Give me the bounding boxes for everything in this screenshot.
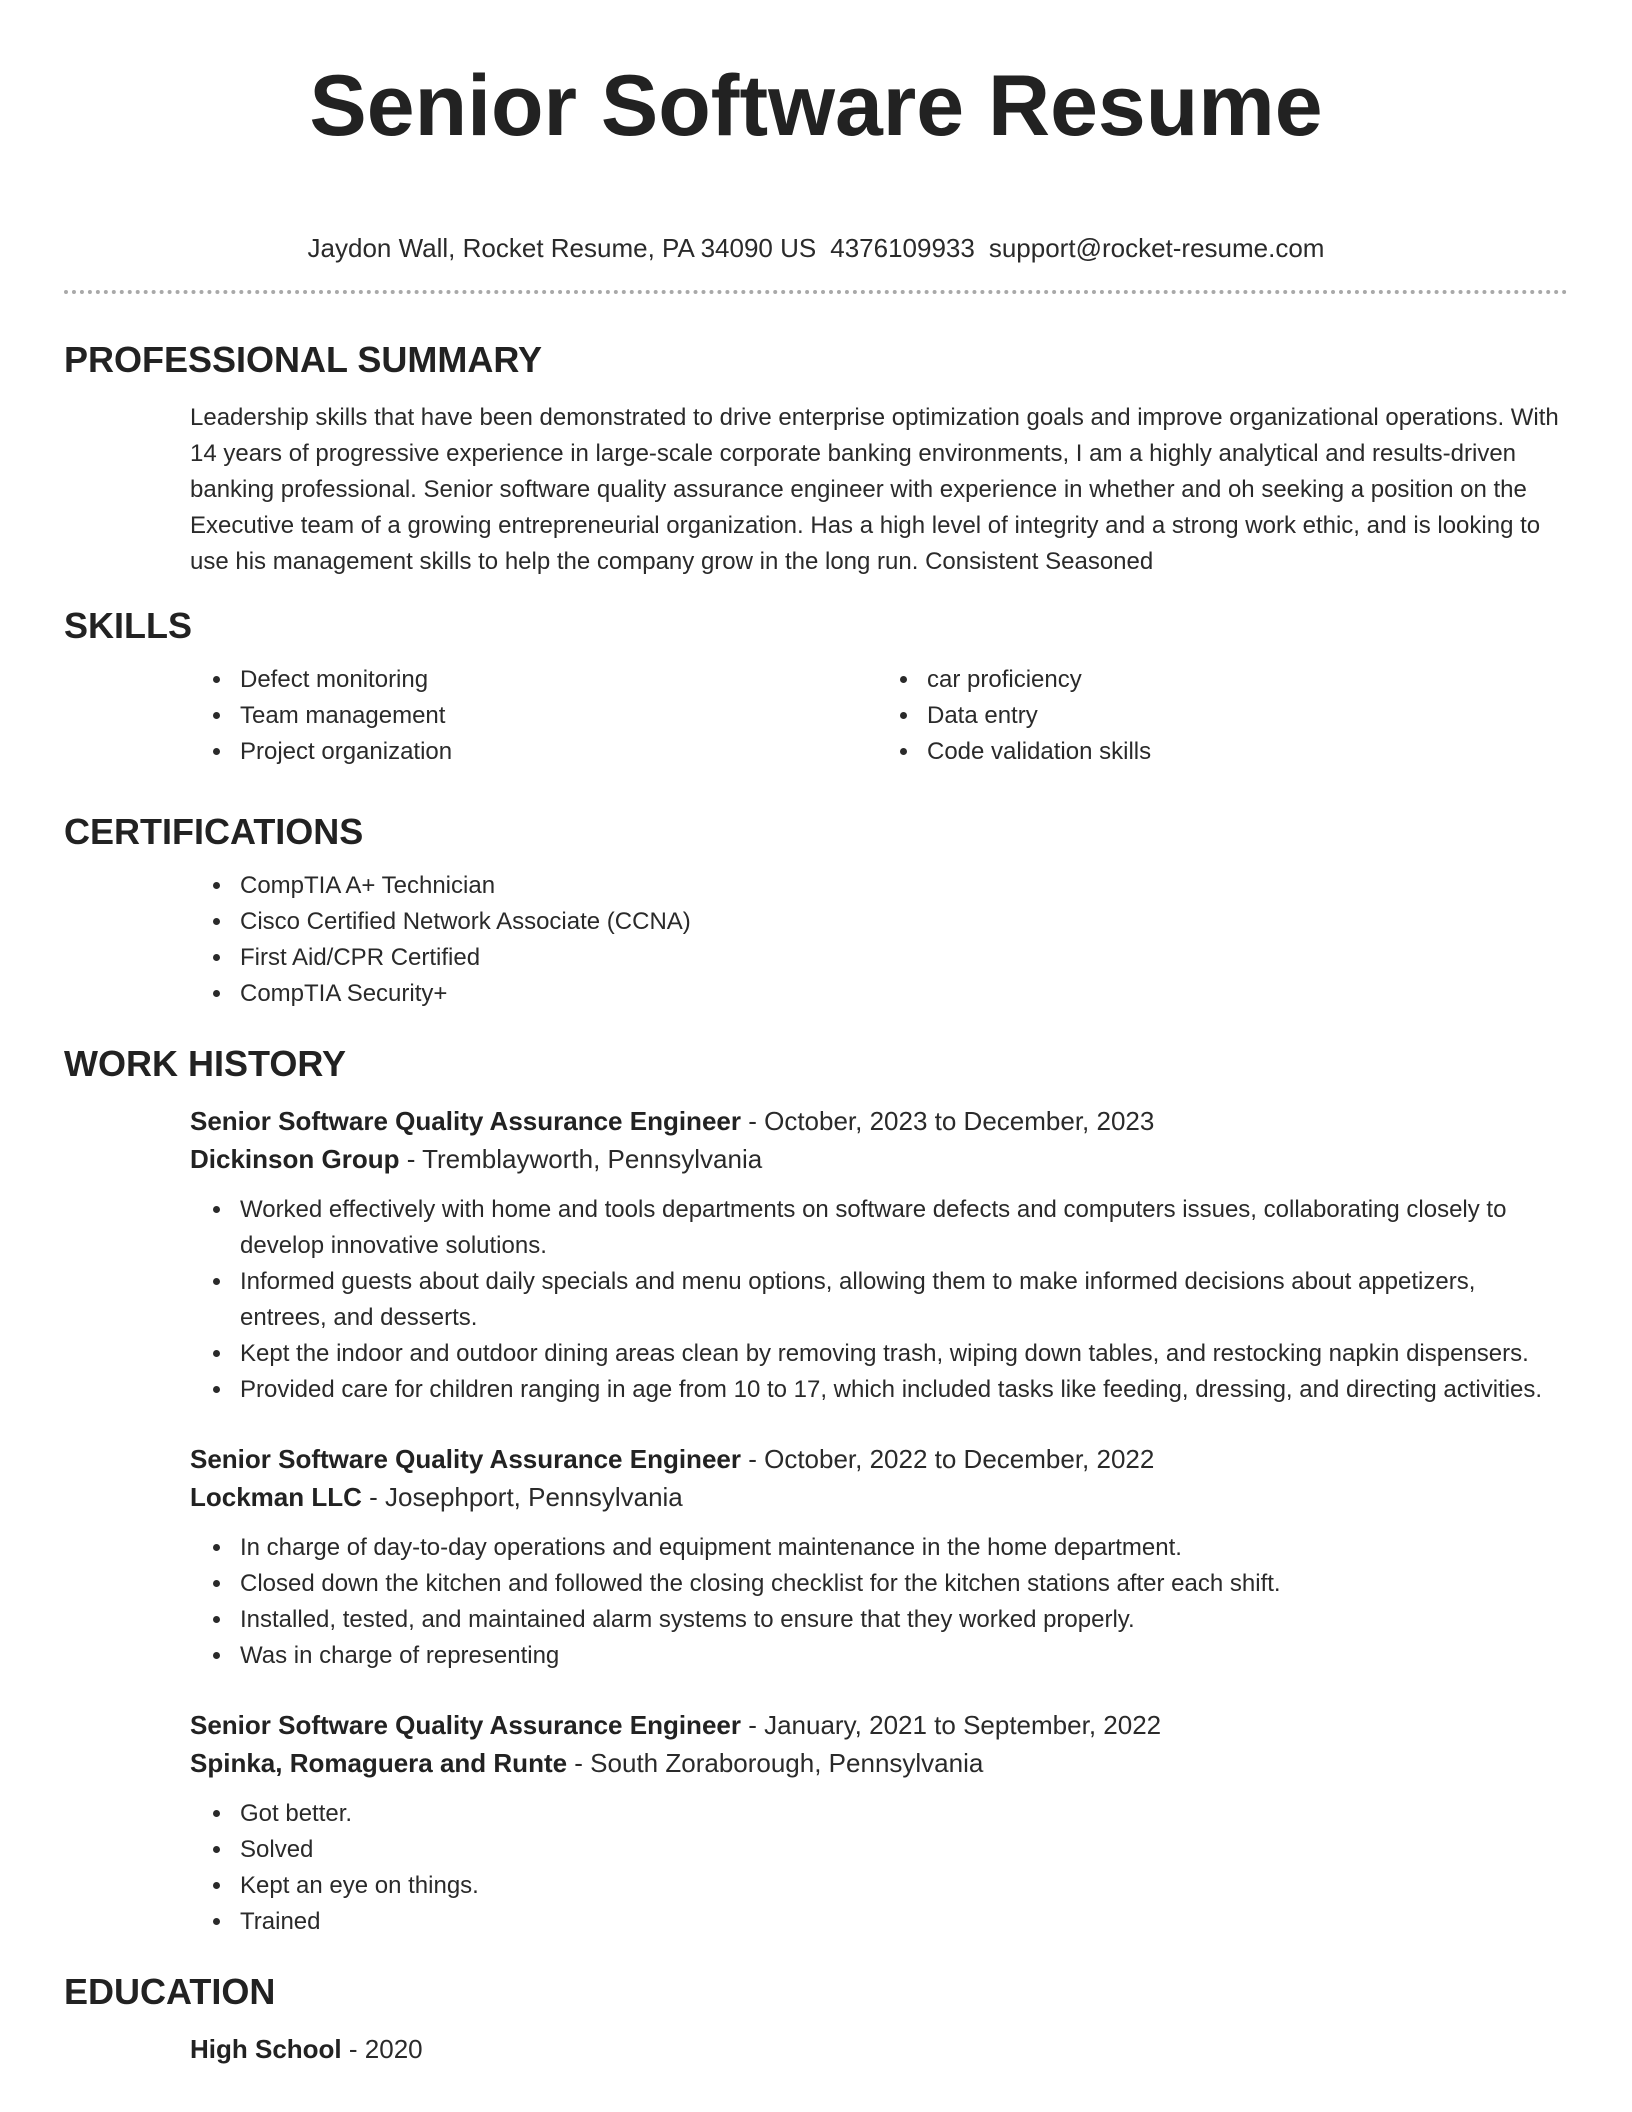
job-title-line xyxy=(190,1102,1568,1140)
skills-heading: SKILLS xyxy=(64,605,193,646)
job-title-line xyxy=(190,1706,1568,1744)
certification-item: • CompTIA A+ Technician xyxy=(234,868,1568,904)
job-entry xyxy=(64,1706,1568,1940)
skills-list-left xyxy=(64,662,881,770)
work-history-heading: WORK HISTORY xyxy=(64,1043,347,1084)
job-company-line xyxy=(190,1744,1568,1782)
summary-section xyxy=(64,338,1568,580)
certifications-section xyxy=(64,810,1568,1012)
skills-section xyxy=(64,604,1568,770)
skill-item: • Data entry xyxy=(921,698,1568,734)
job-bullet: • Closed down the kitchen and followed the closing checklist for the kitchen stations after each shift. xyxy=(234,1566,1568,1602)
certification-item: • Cisco Certified Network Associate (CCNA) xyxy=(234,904,1568,940)
job-company: Lockman LLC xyxy=(190,1482,362,1512)
certification-item: • CompTIA Security+ xyxy=(234,976,1568,1012)
job-bullets xyxy=(64,1796,1568,1940)
job-title: Senior Software Quality Assurance Engineer xyxy=(190,1106,741,1136)
certifications-list xyxy=(64,868,1568,1012)
certifications-heading: CERTIFICATIONS xyxy=(64,811,364,852)
job-bullet: • Provided care for children ranging in age from 10 to 17, which included tasks like feeding, dressing, and directing activities. xyxy=(234,1372,1568,1408)
summary-text: Leadership skills that have been demonstrated to drive enterprise optimization goals and improve organizational operations. With 14 years of progressive experience in large-scale corporate banking environments, I am a highly analytical and results-driven banking professional. Senior software quality assurance engineer with experience in whether and oh seeking a position on the Executive team of a growing entrepreneurial organization. Has a high level of integrity and a strong work ethic, and is looking to use his management skills to help the company grow in the long run. Consistent Seasoned xyxy=(190,404,1559,575)
work-history-section xyxy=(64,1042,1568,1940)
contact-phone: 4376109933 xyxy=(830,233,975,263)
job-company: Spinka, Romaguera and Runte xyxy=(190,1748,568,1778)
job-bullet: • Trained xyxy=(234,1904,1568,1940)
job-company: Dickinson Group xyxy=(190,1144,400,1174)
job-dates: - October, 2023 to December, 2023 xyxy=(740,1106,1155,1136)
job-bullets xyxy=(64,1530,1568,1674)
skills-grid xyxy=(64,662,1568,770)
job-bullet: • Informed guests about daily specials and menu options, allowing them to make informed decisions about appetizers, entrees, and desserts. xyxy=(234,1264,1568,1336)
contact-email: support@rocket-resume.com xyxy=(988,233,1325,263)
header-divider xyxy=(64,290,1568,294)
job-entry xyxy=(64,1440,1568,1674)
resume-title: Senior Software Resume xyxy=(309,58,1323,154)
contact-address: Jaydon Wall, Rocket Resume, PA 34090 US xyxy=(307,233,817,263)
job-location: - South Zoraborough, Pennsylvania xyxy=(567,1748,984,1778)
education-heading: EDUCATION xyxy=(64,1971,276,2012)
skill-item: • Team management xyxy=(234,698,881,734)
job-bullet: • Solved xyxy=(234,1832,1568,1868)
job-title: Senior Software Quality Assurance Engineer xyxy=(190,1444,741,1474)
skill-item: • Defect monitoring xyxy=(234,662,881,698)
job-bullet: • Kept the indoor and outdoor dining areas clean by removing trash, wiping down tables, and restocking napkin dispensers. xyxy=(234,1336,1568,1372)
summary-heading: PROFESSIONAL SUMMARY xyxy=(64,339,543,380)
job-title-line xyxy=(190,1440,1568,1478)
job-bullet: • Worked effectively with home and tools departments on software defects and computers issues, collaborating closely to develop innovative solutions. xyxy=(234,1192,1568,1264)
skills-list-right xyxy=(881,662,1568,770)
job-bullet: • Kept an eye on things. xyxy=(234,1868,1568,1904)
contact-line xyxy=(64,232,1568,264)
education-entry xyxy=(190,2030,1568,2068)
job-location: - Josephport, Pennsylvania xyxy=(361,1482,683,1512)
job-company-line xyxy=(190,1478,1568,1516)
job-dates: - January, 2021 to September, 2022 xyxy=(740,1710,1162,1740)
job-bullet: • In charge of day-to-day operations and equipment maintenance in the home department. xyxy=(234,1530,1568,1566)
job-bullets xyxy=(64,1192,1568,1408)
education-section xyxy=(64,1970,1568,2068)
skill-item: • car proficiency xyxy=(921,662,1568,698)
education-school: High School xyxy=(190,2034,342,2064)
job-company-line xyxy=(190,1140,1568,1178)
job-title: Senior Software Quality Assurance Engineer xyxy=(190,1710,741,1740)
job-location: - Tremblayworth, Pennsylvania xyxy=(399,1144,763,1174)
certification-item: • First Aid/CPR Certified xyxy=(234,940,1568,976)
job-dates: - October, 2022 to December, 2022 xyxy=(740,1444,1155,1474)
job-bullet: • Was in charge of representing xyxy=(234,1638,1568,1674)
job-bullet: • Installed, tested, and maintained alarm systems to ensure that they worked properly. xyxy=(234,1602,1568,1638)
education-year: - 2020 xyxy=(341,2034,423,2064)
skill-item: • Code validation skills xyxy=(921,734,1568,770)
job-bullet: • Got better. xyxy=(234,1796,1568,1832)
job-entry xyxy=(64,1102,1568,1408)
skill-item: • Project organization xyxy=(234,734,881,770)
